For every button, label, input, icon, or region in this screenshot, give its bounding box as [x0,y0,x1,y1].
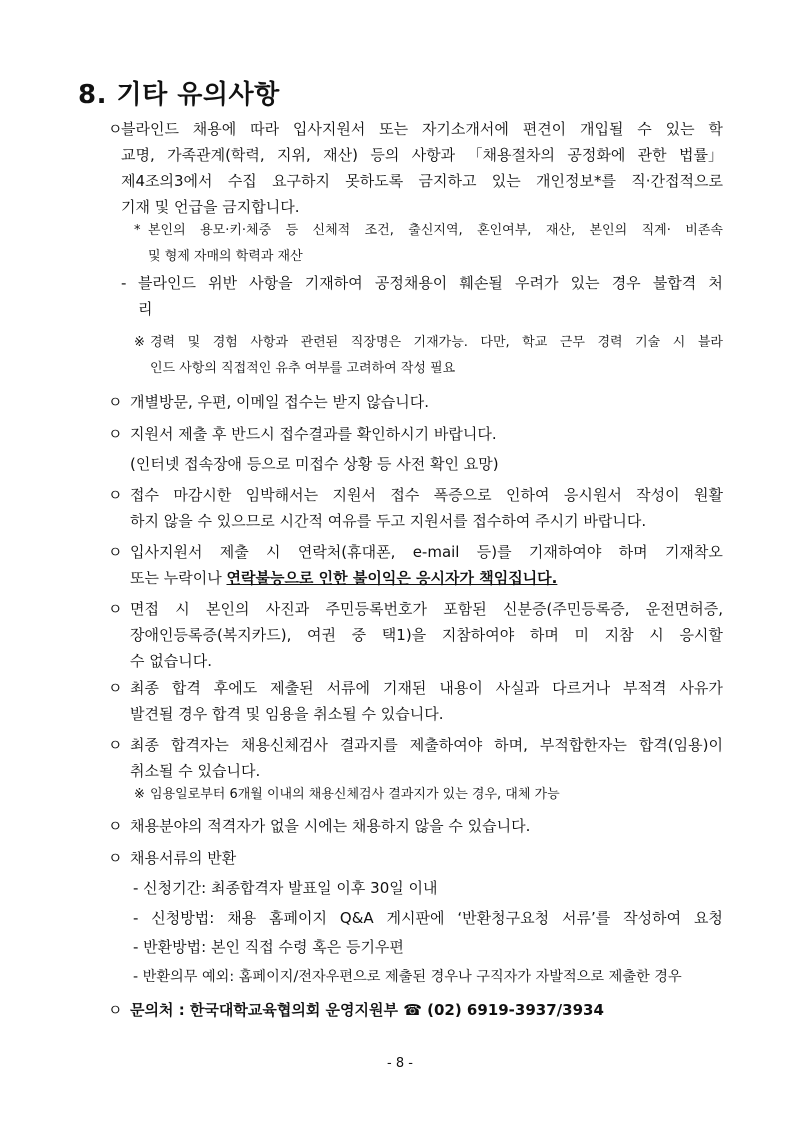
bullet-mark: ㅇ [108,1001,123,1019]
text-plain: 또는 누락이나 [130,569,227,587]
text-line: 입사지원서 제출 시 연락처(휴대폰, e-mail 등)를 기재하여야 하며 기재착오 [130,543,723,561]
bullet-mark: ㅇ [108,849,123,867]
notice-item-blind [121,116,723,220]
text-line: 블라인드 채용에 따라 입사지원서 또는 자기소개서에 편견이 개입될 수 있는 학 [121,120,723,138]
reference-mark: ※ [134,787,145,802]
text-line: 블라인드 위반 사항을 기재하여 공정채용이 훼손될 우려가 있는 경우 불합격 처 [138,274,723,292]
page-number: - 8 - [387,1056,413,1071]
text-line: 수 없습니다. [130,652,212,670]
reference-mark: ※ [134,335,145,350]
notice-item-health-check [130,732,723,784]
text-line: 제4조의3에서 수집 요구하지 못하도록 금지하고 있는 개인정보*를 직·간접적으로 [121,172,723,190]
bullet-mark: ㅇ [108,393,123,411]
bullet-mark: ㅇ [108,425,123,443]
notice-item-check-result-sub: (인터넷 접속장애 등으로 미접수 상황 등 사전 확인 요망) [130,455,499,473]
bullet-mark: ㅇ [108,120,123,138]
notice-item-contact [130,539,723,591]
bullet-mark: ㅇ [108,600,123,618]
text-line: 발견될 경우 합격 및 임용을 취소될 수 있습니다. [130,705,444,723]
notice-item-check-result: 지원서 제출 후 반드시 접수결과를 확인하시기 바랍니다. [130,425,497,443]
text-line: 교명, 가족관계(학력, 지위, 재산) 등의 사항과 「채용절차의 공정화에 관한 법률」 [121,146,723,164]
return-exception: - 반환의무 예외: 홈페이지/전자우편으로 제출된 경우나 구직자가 자발적으로 제출한 경우 [133,969,682,985]
bullet-mark: ㅇ [108,543,123,561]
section-title: 8. 기타 유의사항 [78,80,280,110]
dash-mark: - [121,274,127,292]
sub-item-blind-violation [138,270,723,322]
notice-item-no-hire: 채용분야의 적격자가 없을 시에는 채용하지 않을 수 있습니다. [130,817,531,835]
text-line [130,565,723,591]
return-period: - 신청기간: 최종합격자 발표일 이후 30일 이내 [133,879,438,897]
return-method [133,905,723,931]
notice-item-cancel [130,675,723,727]
text-line: 및 형제 자매의 학력과 재산 [148,249,303,264]
note-personal-info [148,218,723,270]
note-career [150,330,723,382]
bullet-mark: ㅇ [108,679,123,697]
return-delivery: - 반환방법: 본인 직접 수령 혹은 등기우편 [133,938,404,956]
text-line: - 신청방법: 채용 홈페이지 Q&A 게시판에 ‘반환청구요청 서류’를 작성하여 요청 [133,909,723,927]
bullet-mark: ㅇ [108,486,123,504]
asterisk-mark: * [134,223,141,238]
text-line: 경력 및 경험 사항과 관련된 직장명은 기재가능. 다만, 학교 근무 경력 기술 시 블라 [150,335,723,350]
notice-item-return-docs: 채용서류의 반환 [130,849,237,867]
text-line: 장애인등록증(복지카드), 여권 중 택1)을 지참하여야 하며 미 지참 시 응시할 [130,626,723,644]
text-line: 기재 및 언급을 금지합니다. [121,198,300,216]
text-line: 최종 합격자는 채용신체검사 결과지를 제출하여야 하며, 부적합한자는 합격(임용)이 [130,736,723,754]
bullet-mark: ㅇ [108,736,123,754]
text-line: 리 [138,300,153,318]
notice-item-deadline [130,482,723,534]
text-line: 면접 시 본인의 사진과 주민등록번호가 포함된 신분증(주민등록증, 운전면허증, [130,600,723,618]
bullet-mark: ㅇ [108,817,123,835]
notice-item-no-visit: 개별방문, 우편, 이메일 접수는 받지 않습니다. [130,393,429,411]
text-line: 취소될 수 있습니다. [130,762,261,780]
text-line: 하지 않을 수 있으므로 시간적 여유를 두고 지원서를 접수하여 주시기 바랍니다. [130,512,647,530]
contact-info: 문의처 : 한국대학교육협의회 운영지원부 ☎ (02) 6919-3937/3934 [130,1001,604,1019]
notice-item-id-card [130,596,723,674]
emphasis-text: 연락불능으로 인한 불이익은 응시자가 책임집니다. [226,569,558,587]
text-line: 접수 마감시한 임박해서는 지원서 접수 폭증으로 인하여 응시원서 작성이 원활 [130,486,723,504]
text-line: 인드 사항의 직접적인 유추 여부를 고려하여 작성 필요 [150,361,456,376]
note-health-check: 임용일로부터 6개월 이내의 채용신체검사 결과지가 있는 경우, 대체 가능 [150,787,560,802]
text-line: 본인의 용모·키·체중 등 신체적 조건, 출신지역, 혼인여부, 재산, 본인의 직계· 비존속 [148,223,723,238]
text-line: 최종 합격 후에도 제출된 서류에 기재된 내용이 사실과 다르거나 부적격 사유가 [130,679,723,697]
